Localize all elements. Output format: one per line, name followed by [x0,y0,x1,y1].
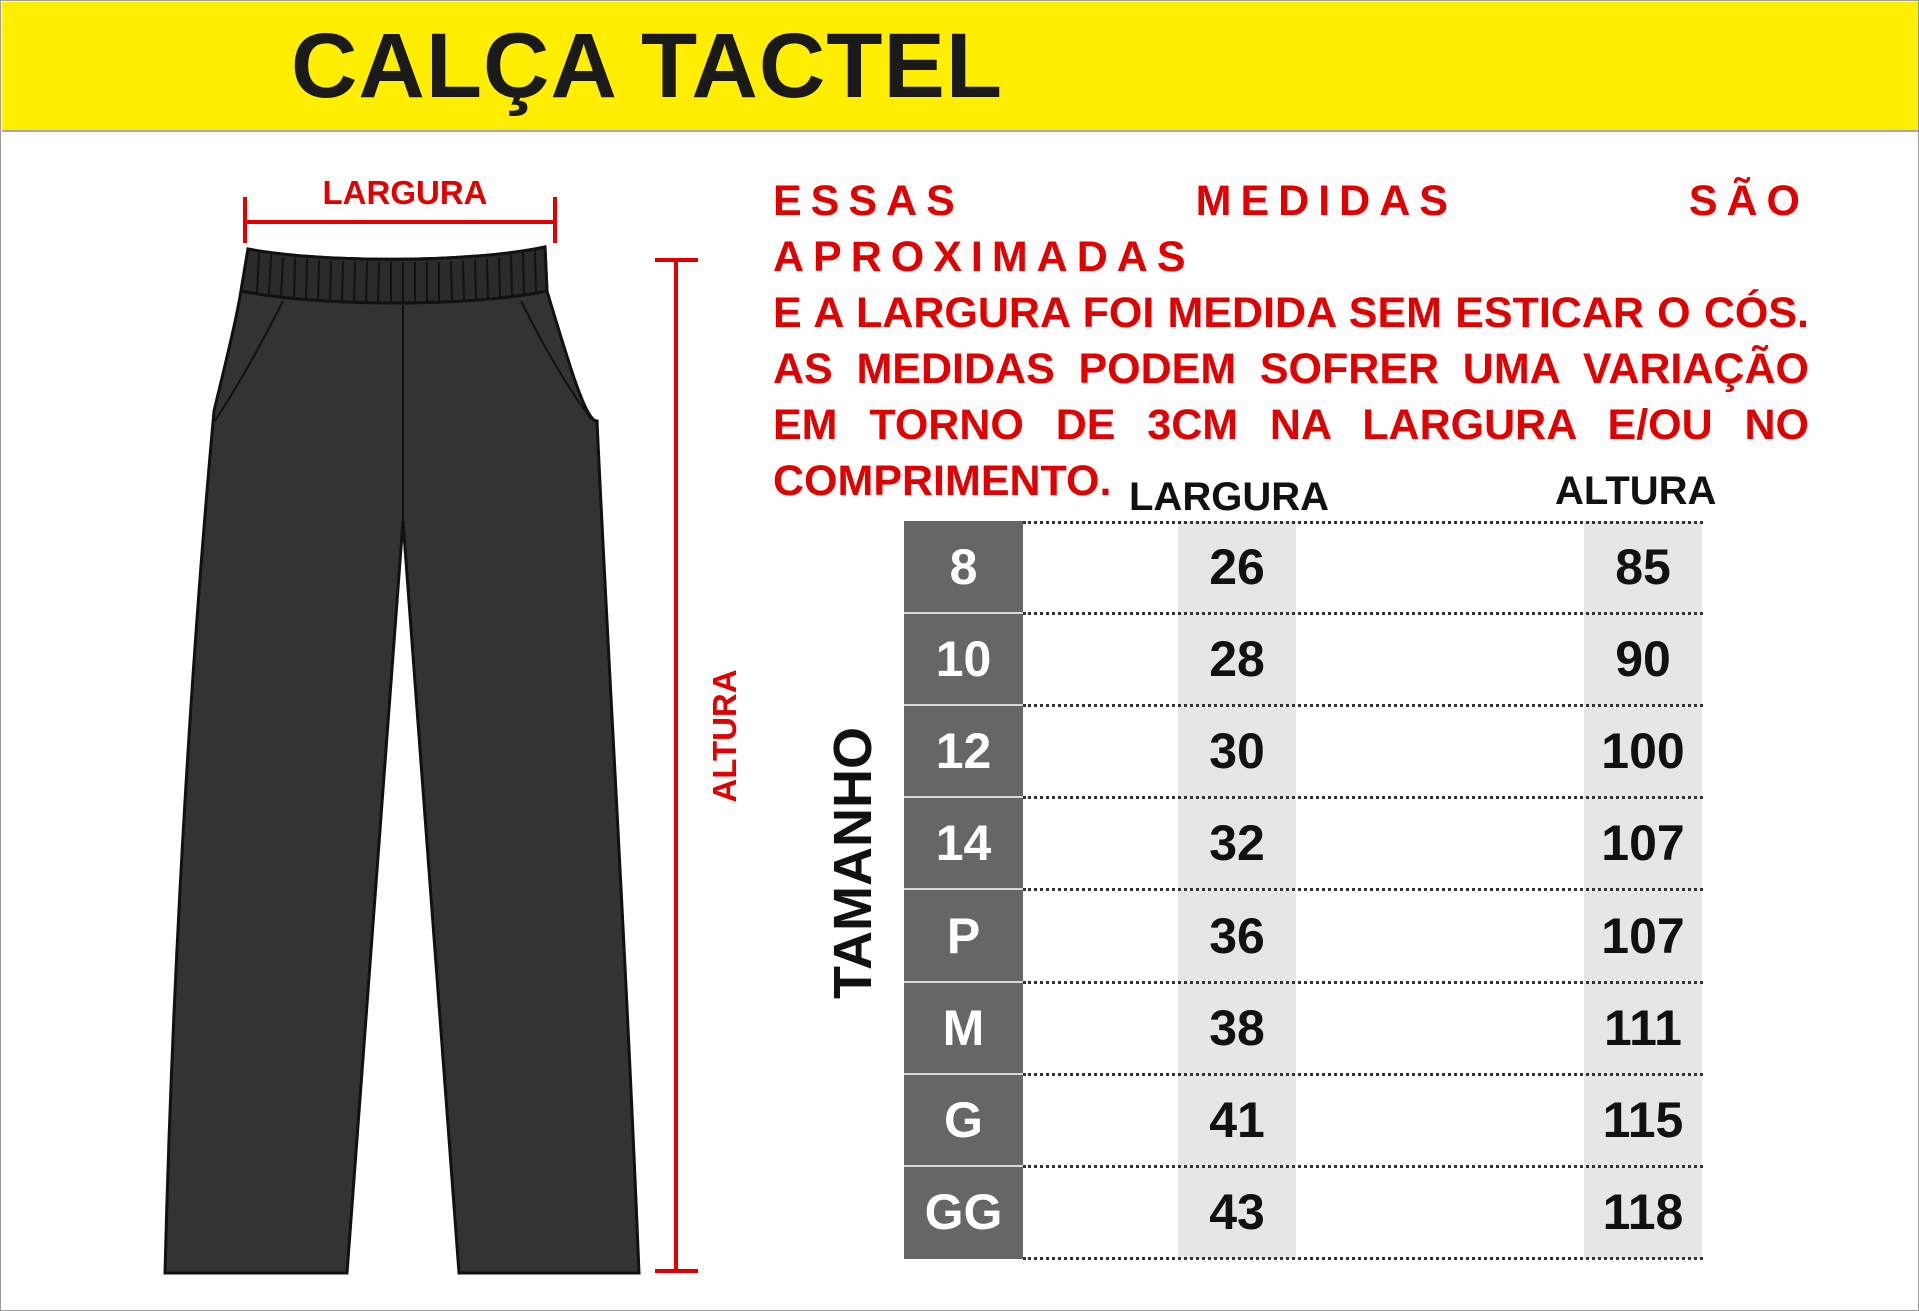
height-cell: 100 [1601,723,1685,779]
height-cell: 118 [1602,1184,1684,1240]
height-cell: 111 [1604,1000,1682,1056]
table-row [904,1166,1704,1258]
size-cell: GG [924,1184,1003,1240]
width-cell: 30 [1209,723,1265,779]
width-cell: 41 [1209,1092,1265,1148]
table-row [904,521,1704,613]
note-line: COMPRIMENTO. [773,457,1112,505]
table-row [904,705,1704,797]
height-column-header: ALTURA [1555,469,1717,513]
table-row [904,613,1704,705]
height-cell: 115 [1602,1092,1684,1148]
height-cell: 90 [1615,631,1671,687]
note-line: EM TORNO DE 3CM NA LARGURA E/OU NO [773,401,1809,449]
width-cell: 36 [1209,908,1265,964]
table-row [904,797,1704,889]
size-cell: P [946,908,981,964]
height-cell: 107 [1601,815,1685,871]
height-cell: 107 [1601,908,1685,964]
size-cell: 12 [935,723,992,779]
height-measure-line [655,260,698,1271]
width-cell: 43 [1209,1184,1265,1240]
height-measure-label: ALTURA [706,669,743,803]
note-line: ESSAS MEDIDAS SÃO APROXIMADAS [773,177,1809,281]
table-row [904,890,1704,982]
width-cell: 26 [1209,539,1265,595]
size-cell: 14 [935,815,992,871]
height-cell: 85 [1615,539,1671,595]
width-cell: 28 [1209,631,1265,687]
note-line: AS MEDIDAS PODEM SOFRER UMA VARIAÇÃO [773,345,1809,393]
size-cell: 10 [935,631,992,687]
page-title: CALÇA TACTEL [290,15,1004,117]
size-cell: M [942,1000,985,1056]
table-row [904,1074,1704,1166]
pants-shape [165,247,639,1273]
width-cell: 38 [1209,1000,1265,1056]
width-cell: 32 [1209,815,1265,871]
note-line: E A LARGURA FOI MEDIDA SEM ESTICAR O CÓS. [773,289,1809,337]
size-axis-label: TAMANHO [823,727,883,999]
width-measure-label: LARGURA [322,174,488,211]
width-column-header: LARGURA [1129,475,1329,519]
size-cell: 8 [949,539,978,595]
pants-illustration [1,1,781,1301]
size-cell: G [944,1092,983,1148]
table-row [904,982,1704,1074]
measurement-note [773,173,1809,509]
